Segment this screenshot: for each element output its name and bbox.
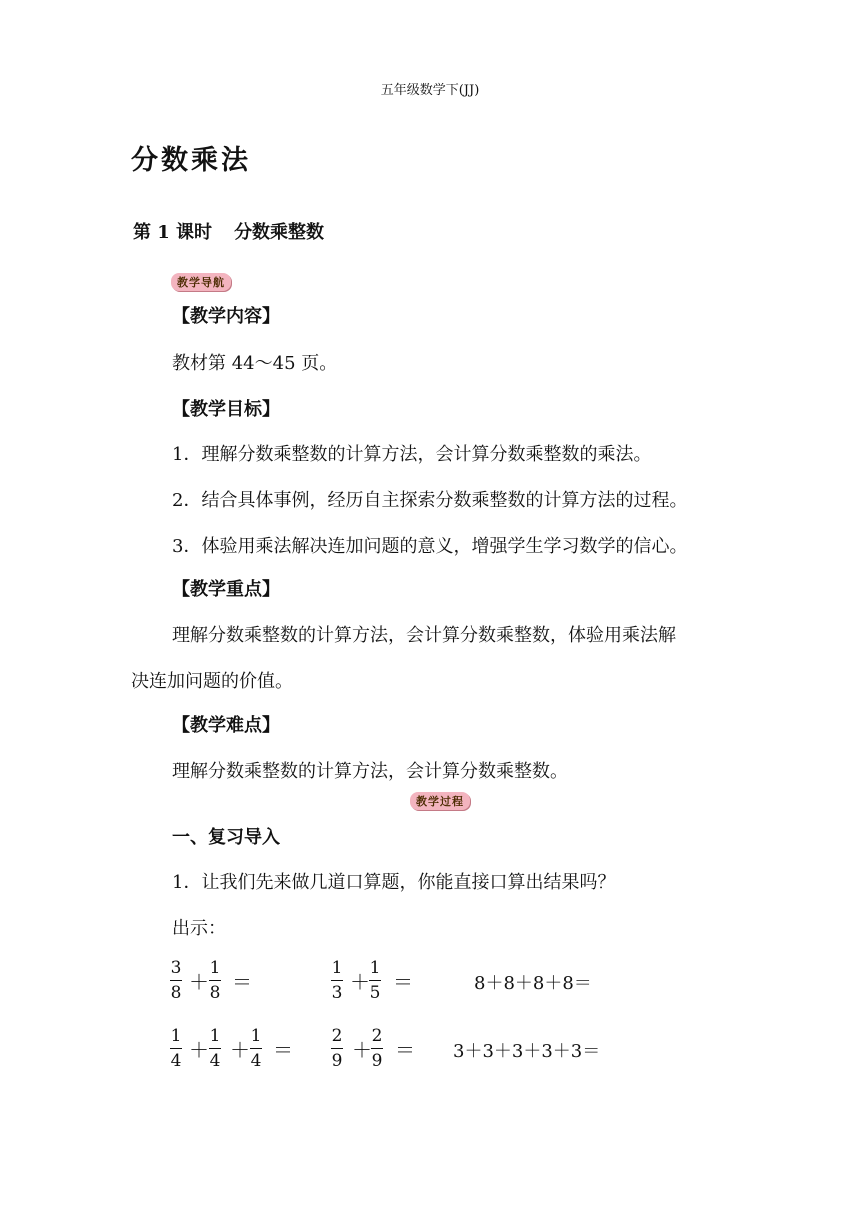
numerator: 2 <box>371 1026 383 1046</box>
key-text-line: 理解分数乘整数的计算方法，会计算分数乘整数，体验用乘法解 <box>172 625 676 646</box>
denominator: 8 <box>170 983 182 1003</box>
plus-sign: ＋ <box>189 1038 209 1062</box>
review-heading: 一、复习导入 <box>172 827 280 848</box>
numerator: 1 <box>170 1026 182 1046</box>
plus-sign: ＋ <box>189 970 209 994</box>
goal-item: 1．理解分数乘整数的计算方法，会计算分数乘整数的乘法。 <box>172 444 652 465</box>
fraction <box>369 960 381 1002</box>
denominator: 4 <box>250 1051 262 1071</box>
plus-sign: ＋ <box>350 970 370 994</box>
denominator: 5 <box>369 983 381 1003</box>
addition-expression: 3＋3＋3＋3＋3＝ <box>453 1041 601 1062</box>
plus-sign: ＋ <box>230 1038 250 1062</box>
difficult-heading: 【教学难点】 <box>172 715 280 736</box>
denominator: 8 <box>209 983 221 1003</box>
numerator: 1 <box>250 1026 262 1046</box>
question-1: 1．让我们先来做几道口算题，你能直接口算出结果吗？ <box>172 872 616 893</box>
lesson-name: 分数乘整数 <box>234 222 325 243</box>
page-header: 五年级数学下(JJ) <box>380 83 480 98</box>
denominator: 4 <box>209 1051 221 1071</box>
fraction <box>331 1028 343 1070</box>
numerator: 1 <box>209 958 221 978</box>
plus-sign: ＋ <box>352 1038 372 1062</box>
numerator: 1 <box>369 958 381 978</box>
teaching-guide-badge: 教学导航 <box>171 273 231 291</box>
key-heading: 【教学重点】 <box>172 579 280 600</box>
goals-heading: 【教学目标】 <box>172 399 280 420</box>
denominator: 9 <box>331 1051 343 1071</box>
lesson-number: 第 1 课时 <box>133 222 213 243</box>
goal-item: 3．体验用乘法解决连加问题的意义，增强学生学习数学的信心。 <box>172 536 688 557</box>
fraction <box>331 960 343 1002</box>
difficult-text: 理解分数乘整数的计算方法，会计算分数乘整数。 <box>172 761 568 782</box>
addition-expression: 8＋8＋8＋8＝ <box>474 973 592 994</box>
content-heading: 【教学内容】 <box>172 306 280 327</box>
fraction <box>170 960 182 1002</box>
equals-sign: ＝ <box>395 1038 415 1062</box>
key-text-line: 决连加问题的价值。 <box>131 671 293 692</box>
numerator: 1 <box>209 1026 221 1046</box>
content-text: 教材第 44～45 页。 <box>172 353 338 374</box>
fraction <box>209 960 221 1002</box>
goal-item: 2．结合具体事例，经历自主探索分数乘整数的计算方法的过程。 <box>172 490 688 511</box>
fraction <box>209 1028 221 1070</box>
fraction <box>170 1028 182 1070</box>
numerator: 1 <box>331 958 343 978</box>
equals-sign: ＝ <box>232 970 252 994</box>
denominator: 3 <box>331 983 343 1003</box>
denominator: 4 <box>170 1051 182 1071</box>
fraction <box>250 1028 262 1070</box>
denominator: 9 <box>371 1051 383 1071</box>
numerator: 2 <box>331 1026 343 1046</box>
show-label: 出示： <box>172 918 226 939</box>
equals-sign: ＝ <box>393 970 413 994</box>
fraction <box>371 1028 383 1070</box>
equals-sign: ＝ <box>273 1038 293 1062</box>
page-title: 分数乘法 <box>131 145 251 176</box>
numerator: 3 <box>170 958 182 978</box>
teaching-process-badge: 教学过程 <box>410 792 470 810</box>
lesson-title <box>133 218 324 244</box>
